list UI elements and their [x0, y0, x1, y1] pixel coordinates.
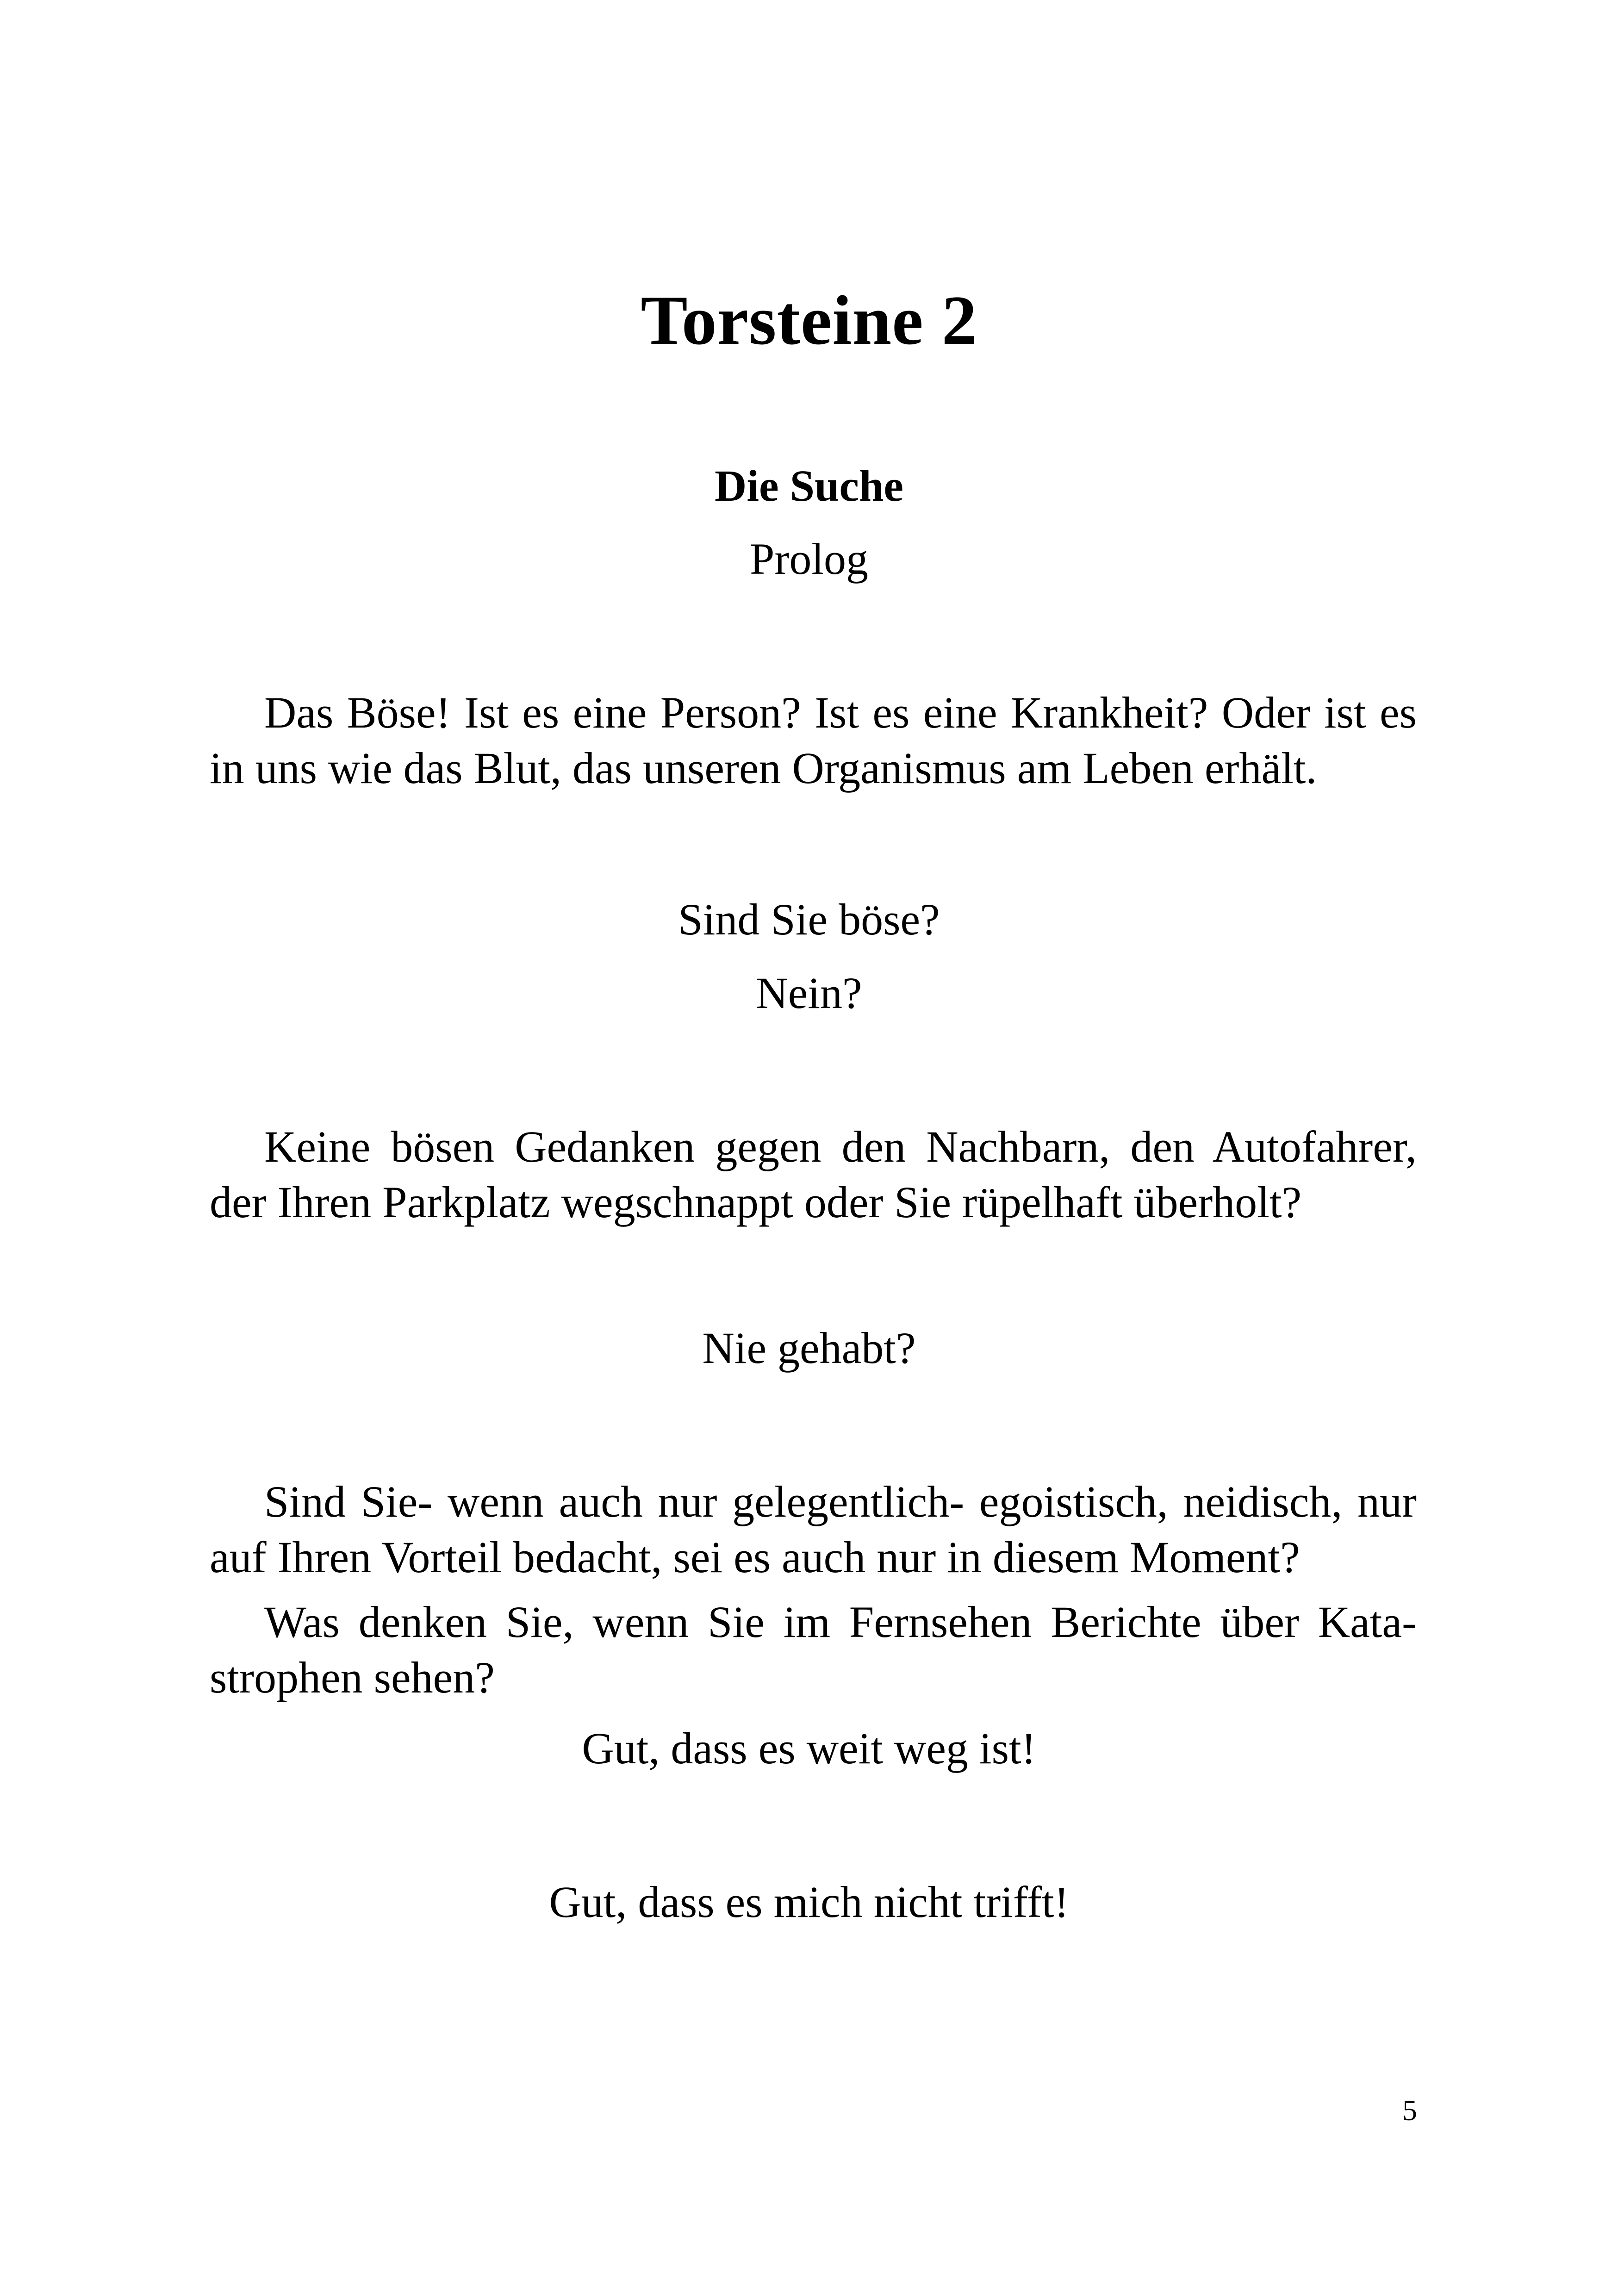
- paragraph-1-line-2: in uns wie das Blut, das unseren Organismus am Leben erhält.: [210, 743, 1317, 793]
- chapter-subtitle: Die Suche: [715, 461, 903, 510]
- paragraph-3-line-1: Sind Sie- wenn auch nur gelegentlich- egoistisch, neidisch, nur: [264, 1477, 1417, 1526]
- book-title: Torsteine 2: [641, 281, 977, 359]
- paragraph-1-line-1: Das Böse! Ist es eine Person? Ist es eine Krankheit? Oder ist es: [264, 688, 1417, 737]
- centered-line-nicht-trifft: Gut, dass es mich nicht trifft!: [549, 1877, 1069, 1927]
- paragraph-4-line-2: strophen sehen?: [210, 1653, 495, 1702]
- section-heading: Prolog: [749, 534, 869, 584]
- paragraph-3: [210, 1474, 1417, 1585]
- centered-line-question: Sind Sie böse?: [678, 895, 940, 944]
- paragraph-2: [210, 1119, 1417, 1230]
- paragraph-4: [210, 1594, 1417, 1705]
- paragraph-2-line-1: Keine bösen Gedanken gegen den Nachbarn, den Autofahrer,: [264, 1122, 1417, 1171]
- page-number: 5: [1402, 2094, 1417, 2127]
- paragraph-3-line-2: auf Ihren Vorteil bedacht, sei es auch nur in diesem Moment?: [210, 1532, 1300, 1582]
- centered-line-weit-weg: Gut, dass es weit weg ist!: [582, 1724, 1036, 1773]
- centered-line-nie-gehabt: Nie gehabt?: [702, 1323, 916, 1373]
- paragraph-4-line-1: Was denken Sie, wenn Sie im Fernsehen Berichte über Kata-: [264, 1597, 1417, 1647]
- centered-line-answer: Nein?: [756, 968, 862, 1018]
- paragraph-2-line-2: der Ihren Parkplatz wegschnappt oder Sie rüpelhaft überholt?: [210, 1177, 1302, 1227]
- paragraph-1: [210, 685, 1417, 796]
